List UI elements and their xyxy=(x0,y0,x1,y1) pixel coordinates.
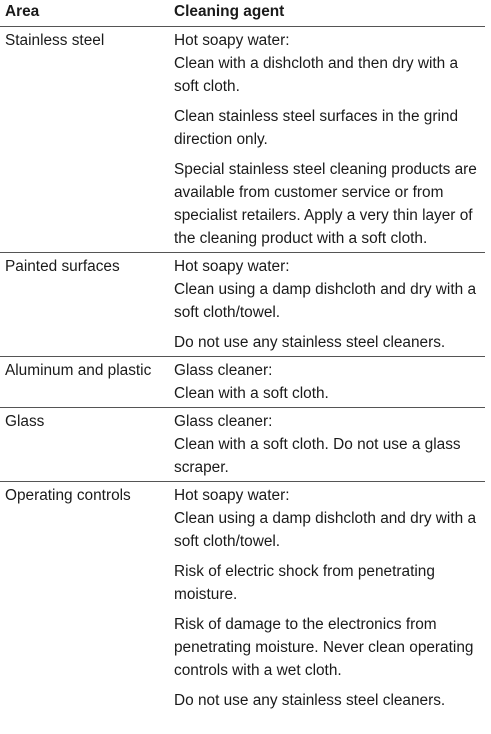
instruction-paragraph: Hot soapy water: Clean using a damp dishcloth and dry with a soft cloth/towel. xyxy=(174,487,477,550)
instruction-paragraph: Risk of damage to the electronics from penetrating moisture. Never clean operating controls with a wet cloth. xyxy=(174,616,474,679)
instruction-paragraph: Glass cleaner: Clean with a soft cloth. xyxy=(174,362,329,402)
cleaning-agent-cell xyxy=(167,482,485,715)
table-row xyxy=(0,357,485,408)
column-header-area: Area xyxy=(0,0,167,27)
cleaning-agent-cell xyxy=(167,27,485,253)
instruction-paragraph: Do not use any stainless steel cleaners. xyxy=(174,334,446,351)
cleaning-agent-cell xyxy=(167,253,485,357)
area-cell: Glass xyxy=(0,408,167,482)
table-row xyxy=(0,253,485,357)
instruction-paragraph: Clean stainless steel surfaces in the grind direction only. xyxy=(174,108,459,148)
area-cell: Stainless steel xyxy=(0,27,167,253)
area-cell: Aluminum and plastic xyxy=(0,357,167,408)
cleaning-agent-cell xyxy=(167,408,485,482)
cleaning-agent-cell xyxy=(167,357,485,408)
table-row xyxy=(0,408,485,482)
instruction-paragraph: Hot soapy water: Clean using a damp dishcloth and dry with a soft cloth/towel. xyxy=(174,258,477,321)
area-cell: Operating controls xyxy=(5,487,131,504)
header-row xyxy=(0,0,485,27)
instruction-paragraph: Do not use any stainless steel cleaners. xyxy=(174,692,446,709)
table-row xyxy=(0,27,485,253)
instruction-paragraph: Glass cleaner: Clean with a soft cloth. Do not use a glass scraper. xyxy=(174,413,461,476)
column-header-cleaning-agent: Cleaning agent xyxy=(167,0,485,27)
table-row xyxy=(0,482,485,715)
instruction-paragraph: Hot soapy water: Clean with a dishcloth and then dry with a soft cloth. xyxy=(174,32,459,95)
area-cell: Painted surfaces xyxy=(0,253,167,357)
instruction-paragraph: Special stainless steel cleaning products are available from customer service or from specialist retailers. Apply a very thin layer of the cleaning product with a soft cloth. xyxy=(174,161,477,247)
instruction-paragraph: Risk of electric shock from penetrating moisture. xyxy=(174,563,435,603)
